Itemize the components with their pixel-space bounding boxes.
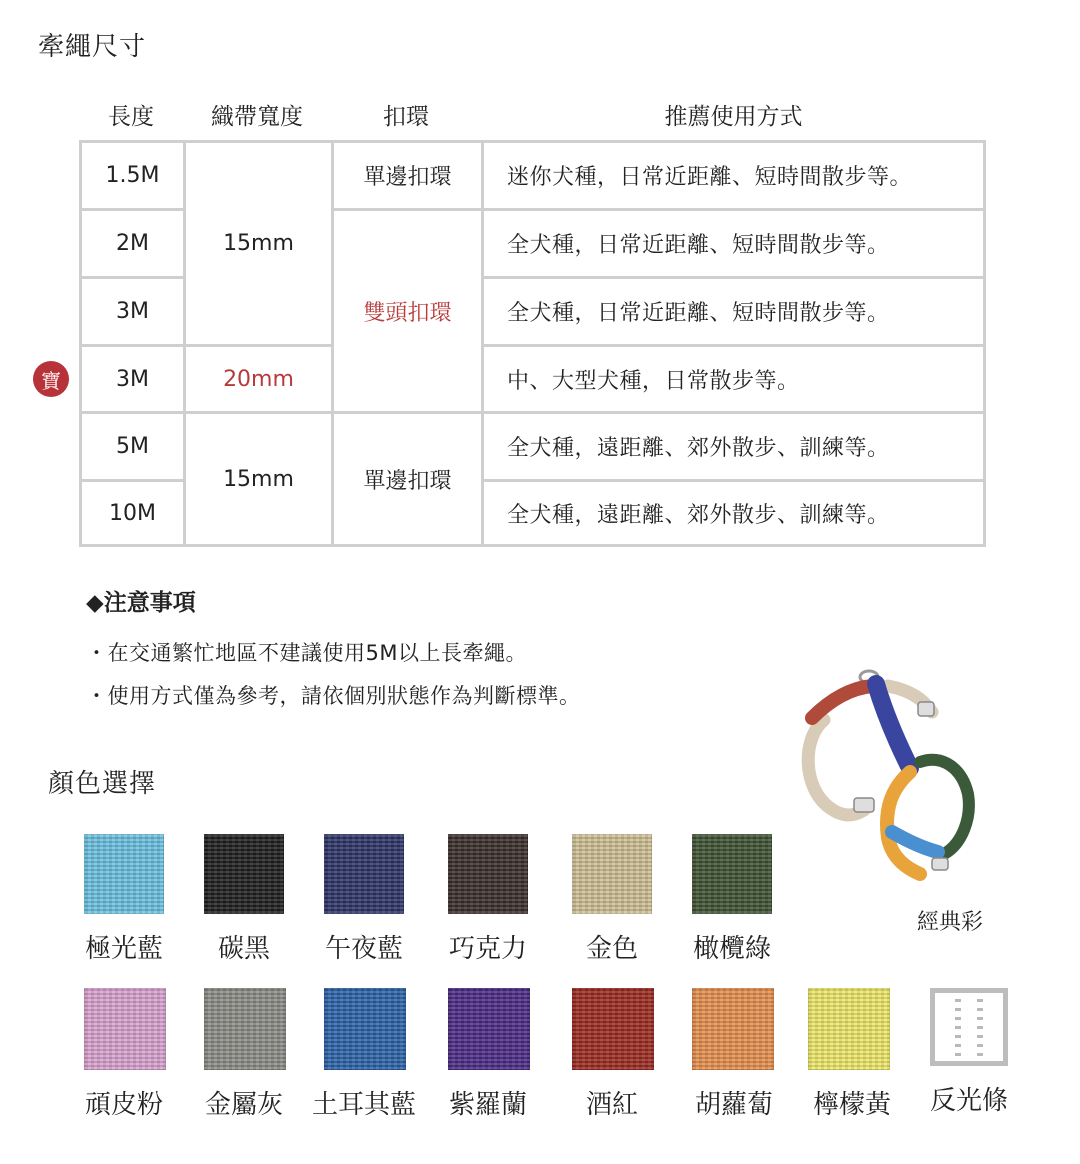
reflective-strip-swatch[interactable] [930,988,1008,1066]
table-cell-length: 3M [79,344,186,414]
table-cell-usage: 中、大型犬種，日常散步等。 [481,344,986,414]
harness-illustration [792,668,982,888]
header-buckle: 扣環 [383,104,429,130]
color-swatch-label: 巧克力 [448,934,527,964]
table-cell-width: 15mm [183,140,334,347]
color-swatch[interactable] [324,988,406,1070]
color-swatch-label: 極光藍 [84,934,163,964]
notes-title: ◆注意事項 [86,590,196,616]
color-swatch[interactable] [324,834,404,914]
color-swatch[interactable] [572,988,654,1070]
color-swatch-label: 橄欖綠 [692,934,771,964]
color-swatch-label: 反光條 [929,1086,1008,1116]
color-swatch[interactable] [84,834,164,914]
table-cell-length: 2M [79,208,186,279]
table-cell-length: 1.5M [79,140,186,211]
table-cell-buckle-highlight: 雙頭扣環 [331,208,484,414]
color-swatch[interactable] [692,988,774,1070]
note-item: ・在交通繁忙地區不建議使用5M以上長牽繩。 [86,641,527,665]
reflective-strip-pattern [977,999,983,1057]
table-cell-buckle: 單邊扣環 [331,411,484,547]
header-width: 織帶寬度 [211,104,303,130]
table-cell-usage: 全犬種，遠距離、郊外散步、訓練等。 [481,411,986,482]
leash-size-title: 牽繩尺寸 [38,32,147,62]
color-swatch[interactable] [84,988,166,1070]
color-swatch-label: 胡蘿蔔 [694,1090,773,1120]
table-cell-width-highlight: 20mm [183,344,334,414]
treasure-seal-icon: 寶 [33,361,69,397]
color-swatch-label: 頑皮粉 [84,1090,163,1120]
color-swatch-label: 檸檬黃 [812,1090,891,1120]
color-swatch[interactable] [204,988,286,1070]
header-usage: 推薦使用方式 [664,104,803,130]
color-title: 顏色選擇 [48,769,157,799]
table-cell-usage: 全犬種，日常近距離、短時間散步等。 [481,276,986,347]
color-swatch-label: 紫羅蘭 [448,1090,527,1120]
color-swatch[interactable] [204,834,284,914]
table-cell-buckle: 單邊扣環 [331,140,484,211]
color-swatch[interactable] [572,834,652,914]
table-cell-width: 15mm [183,411,334,547]
color-swatch[interactable] [808,988,890,1070]
color-swatch[interactable] [448,834,528,914]
color-swatch-label: 午夜藍 [324,934,403,964]
color-swatch[interactable] [692,834,772,914]
table-cell-usage: 迷你犬種，日常近距離、短時間散步等。 [481,140,986,211]
note-item: ・使用方式僅為參考，請依個別狀態作為判斷標準。 [86,684,581,708]
color-swatch-label: 碳黑 [217,934,270,964]
color-swatch-label: 土耳其藍 [311,1090,416,1120]
table-cell-length: 3M [79,276,186,347]
table-cell-usage: 全犬種，日常近距離、短時間散步等。 [481,208,986,279]
table-cell-length: 10M [79,479,186,547]
color-swatch-label: 金色 [585,934,638,964]
color-swatch-label: 金屬灰 [204,1090,283,1120]
header-length: 長度 [108,104,154,130]
table-cell-length: 5M [79,411,186,482]
color-swatch-label: 酒紅 [585,1090,638,1120]
classic-color-label: 經典彩 [916,910,983,935]
color-swatch[interactable] [448,988,530,1070]
leash-size-table [79,140,986,547]
table-cell-usage: 全犬種，遠距離、郊外散步、訓練等。 [481,479,986,547]
